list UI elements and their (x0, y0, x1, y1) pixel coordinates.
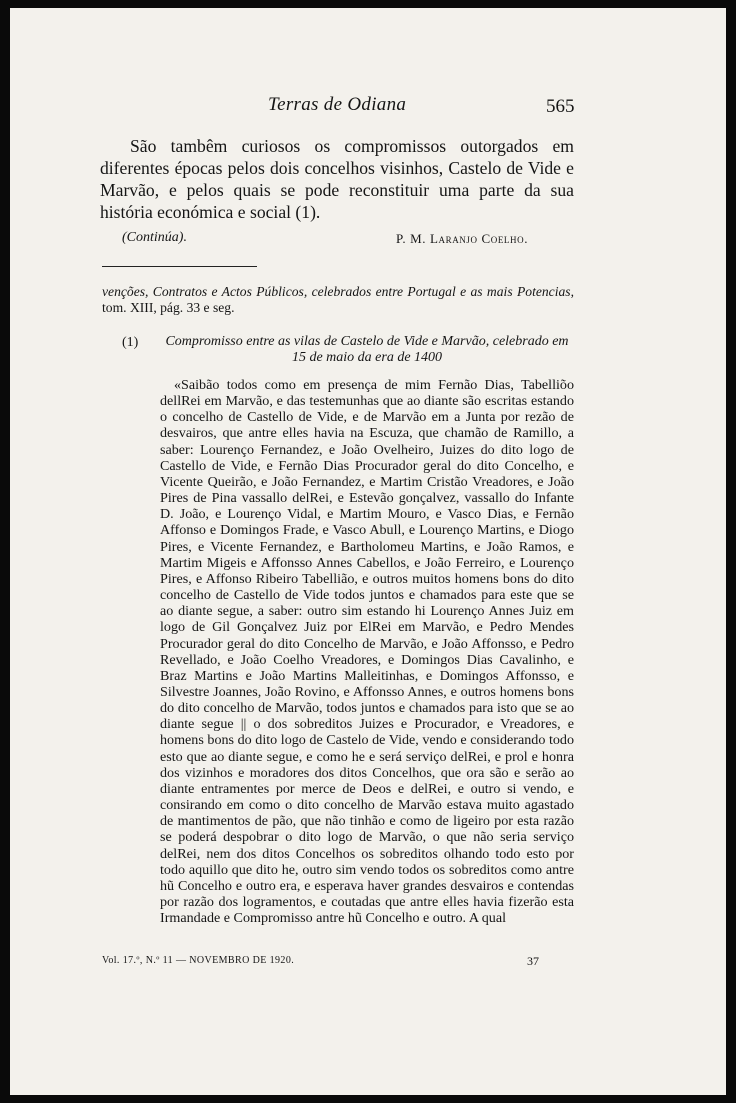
signature-line (10, 230, 726, 250)
printer-signature (10, 955, 726, 971)
footnote-divider (102, 266, 257, 267)
author-signature: P. M. Laranjo Coelho. (396, 231, 529, 246)
document-page (10, 8, 726, 1095)
continua-note: (Continúa). (122, 230, 187, 245)
footnote-continuation (102, 284, 574, 316)
footnote-heading: Compromisso entre as vilas de Castelo de Vide e Marvão, celebrado em 15 de maio da era de 1400 (165, 334, 569, 365)
footnote-work-title: venções, Contratos e Actos Públicos, celebrados entre Portugal e as mais Potencias (102, 284, 571, 299)
sheet-number: 37 (527, 954, 539, 968)
footnote-body: «Saibão todos como em presença de mim Fernão Dias, Tabelliõo dellRei em Marvão, e das testemunhas que ao diante são escritas estando o concelho de Castello de Vide, e de Marvão em a Junta por rezão de desvairos, que antre elles havia na Escuza, que chamão de Ramillo, a saber: Lourenço Fernandez, e João Ovelheiro, Juizes do dito logo de Castello de Vide, e Fernão Dias Procurador geral do dito Concelho, e Vicente Queirão, e João Fernandez, e Martim Cristão Vreadores, e João Pires de Pina vassallo delRei, e Estevão gonçalvez, vassallo do Infante D. João, e Lourenço Vidal, e Martim Mouro, e Vasco Dias, e Fernão Affonso e Domingos Frade, e Vasco Abull, e Lourenço Martins, e Diogo Pires, e Vicente Fernandez, e Bartholomeu Martins, e João Ramos, e Martim Migeis e Affonsso Annes Cabellos, e João Ferreiro, e Lourenço Pires, e Affonso Ribeiro Tabellião, e outros muitos homens bons do dito concelho de Castello de Vide todos juntos e chamados para este que se ao diante segue, a saber: outro sim estando hi Lourenço Annes Juiz em logo de Gil Gonçalvez Juiz por ElRei em Marvão, e Pedro Mendes Procurador geral do dito Concelho de Marvão, e João Affonsso, e Pedro Revellado, e João Coelho Vreadores, e Domingos Dias Cavalinho, e Braz Martins e João Martins Malleitinhas, e Domingos Affonsso, e Silvestre Joannes, João Rovino, e Affonsso Annes, e outros homens bons do dito concelho de Marvão, todos juntos e chamados para isto que se ao diante segue || o dos sobreditos Juizes e Procurador, e Vreadores, e homens bons do dito logo de Castelo de Vide, vendo e considerando todo esto que ao diante segue, e como he e será serviço delRei, e prol e honra dos vizinhos e moradores dos ditos Concelhos, que ora são e serão ao diante entramentes por merce de Deos e delRei, e outro si vendo, e consirando em como o dito concelho de Marvão estava muito agastado de mantimentos de pão, que não tinhão e como de ligeiro por esta razão se poderá despobrar o dito logo de Marvão, o que não seria serviço delRei, nem dos ditos Concelhos os sobreditos olhando todo esto por todo aquillo que dito he, outro sim vendo todos os sobreditos como antre hũ Concelho e outro era, e esperava haver grandes desvairos e contendas por razão dos logramentos, e coutadas que antre elles havia fizerão esta Irmandade e Compromisso antre hũ Concelho e outro. A qual (160, 377, 574, 927)
page-number: 565 (546, 96, 575, 117)
intro-paragraph: São tambêm curiosos os compromissos outorgados em diferentes épocas pelos dois concelhos visinhos, Castelo de Vide e Marvão, e pelos quais se pode reconstituir uma parte da sua história económica e social (1). (100, 136, 574, 222)
footnote-reference: , tom. XIII, pág. 33 e seg. (102, 284, 574, 315)
footnote-marker: (1) (122, 335, 139, 350)
running-title: Terras de Odiana (268, 94, 407, 115)
volume-signature: Vol. 17.º, N.º 11 — NOVEMBRO DE 1920. (102, 955, 295, 966)
page-header (10, 94, 726, 124)
